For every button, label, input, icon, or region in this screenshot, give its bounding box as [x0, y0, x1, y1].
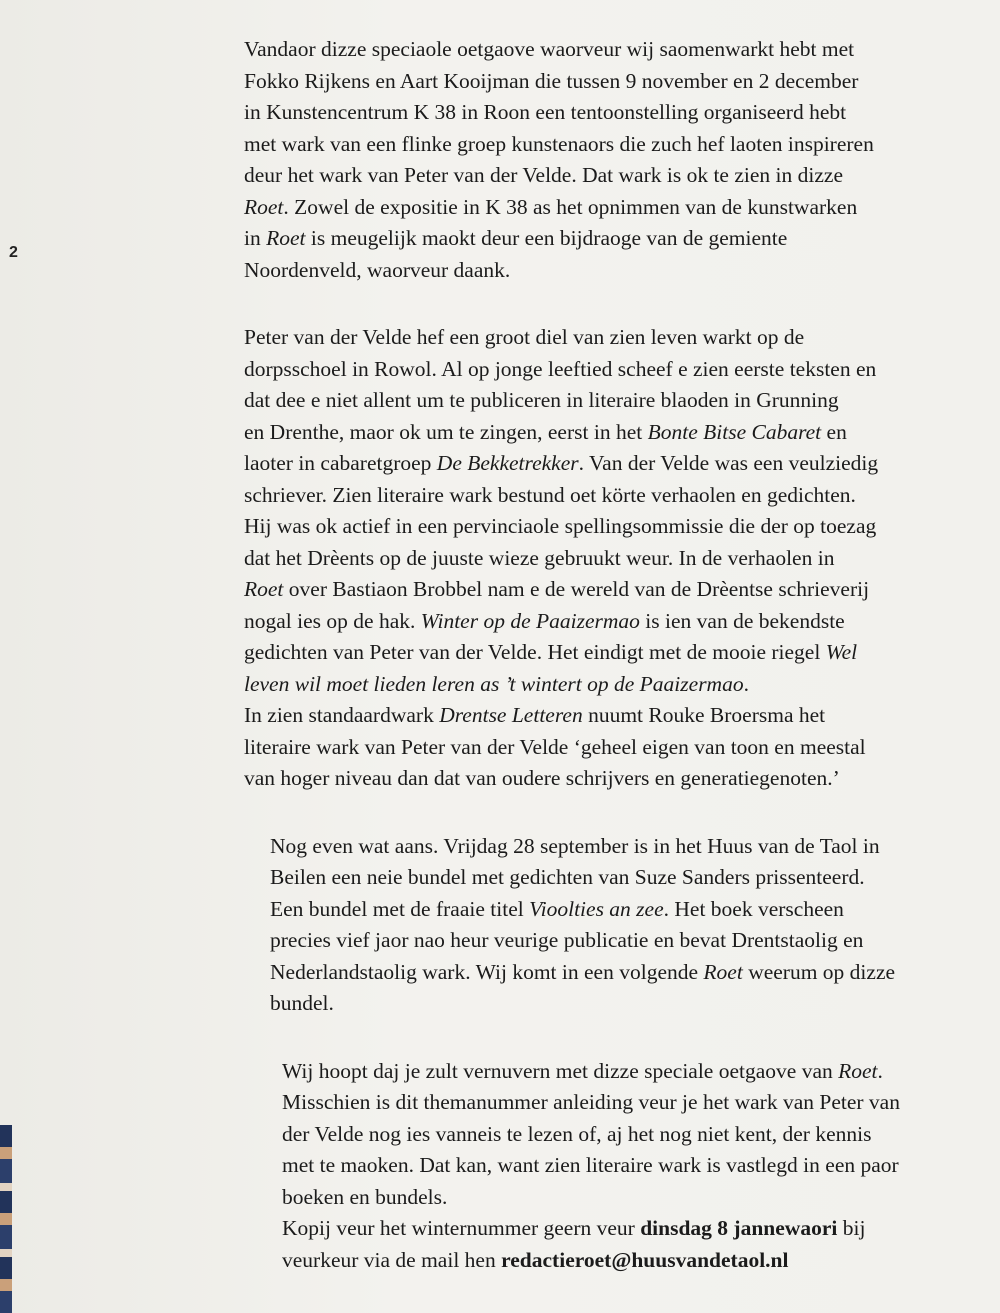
text-segment: met te maoken. Dat kan, want zien literaire wark is vastlegd in een paor	[282, 1153, 899, 1177]
italic-text: Wel	[825, 640, 858, 664]
text-line	[282, 1150, 924, 1182]
text-segment: In zien standaardwark	[244, 703, 440, 727]
book-spine-edge	[0, 1125, 12, 1313]
text-segment: laoter in cabaretgroep	[244, 451, 437, 475]
text-segment: veurkeur via de mail hen	[282, 1247, 502, 1272]
text-line	[244, 354, 924, 386]
text-segment: in Kunstencentrum K 38 in Roon een tentoonstelling organiseerd hebt	[244, 100, 847, 124]
text-segment: in	[244, 226, 267, 250]
text-line	[270, 894, 924, 926]
italic-text: Roet	[703, 959, 743, 984]
text-segment: . Van der Velde was een veulziedig	[578, 451, 879, 475]
text-line	[282, 1119, 924, 1151]
text-line	[244, 223, 924, 255]
text-segment: en Drenthe, maor ok um te zingen, eerst in het	[244, 419, 648, 444]
text-segment: Nog even wat aans. Vrijdag 28 september is in het Huus van de Taol in	[270, 833, 880, 858]
text-segment: Misschien is dit themanummer anleiding veur je het wark van Peter van	[282, 1090, 900, 1114]
text-line	[244, 700, 924, 732]
text-line	[282, 1213, 924, 1245]
text-line	[244, 385, 924, 417]
text-segment: Peter van der Velde hef een groot diel van zien leven warkt op de	[244, 325, 805, 349]
text-segment: Vandaor dizze speciaole oetgaove waorveur wij saomenwarkt hebt met	[244, 37, 855, 61]
text-line	[244, 322, 924, 354]
text-line	[244, 97, 924, 129]
text-segment: deur het wark van Peter van der Velde. Dat wark is ok te zien in dizze	[244, 163, 843, 187]
text-segment: Noordenveld, waorveur daank.	[244, 257, 511, 282]
text-segment: met wark van een flinke groep kunstenaors die zuch hef laoten inspireren	[244, 131, 874, 156]
text-line	[244, 480, 924, 512]
text-line	[270, 925, 924, 957]
text-segment: is meugelijk maokt deur een bijdraoge van de gemiente	[305, 226, 788, 250]
text-segment: .	[743, 671, 749, 696]
text-segment: schriever. Zien literaire wark bestund oet körte verhaolen en gedichten.	[244, 482, 856, 507]
bold-text: redactieroet@huusvandetaol.nl	[501, 1247, 789, 1272]
article-body	[244, 34, 924, 1312]
text-line	[270, 862, 924, 894]
text-line	[244, 448, 924, 480]
text-segment: gedichten van Peter van der Velde. Het eindigt met de mooie riegel	[244, 640, 826, 664]
text-line	[244, 669, 924, 701]
text-segment: bij	[837, 1216, 866, 1240]
italic-text: Roet	[838, 1058, 878, 1083]
text-segment: bundel.	[270, 991, 334, 1015]
italic-text: Roet	[266, 226, 306, 250]
text-line	[244, 66, 924, 98]
text-line	[244, 255, 924, 287]
text-line	[270, 831, 924, 863]
text-segment: Wij hoopt daj je zult vernuvern met dizze speciale oetgaove van	[282, 1058, 839, 1083]
text-segment: boeken en bundels.	[282, 1184, 448, 1209]
text-segment: is ien van de bekendste	[639, 608, 845, 633]
text-line	[244, 543, 924, 575]
text-line	[244, 637, 924, 669]
text-segment: Een bundel met de fraaie titel	[270, 896, 530, 921]
text-line	[244, 606, 924, 638]
paragraph-1	[244, 34, 924, 286]
bold-text: dinsdag 8 jannewaori	[640, 1216, 838, 1240]
italic-text: leven wil moet lieden leren as ’t wintert op de Paaizermao	[244, 671, 744, 696]
italic-text: Roet	[244, 194, 284, 219]
text-line	[244, 34, 924, 66]
text-segment: weerum op dizze	[742, 959, 896, 984]
text-segment: .	[877, 1058, 883, 1083]
italic-text: Bonte Bitse Cabaret	[647, 419, 822, 444]
italic-text: Vioolties an zee	[529, 896, 664, 921]
text-line	[244, 511, 924, 543]
paragraph-3	[244, 831, 924, 1020]
italic-text: Drentse Letteren	[439, 703, 583, 727]
text-segment: literaire wark van Peter van der Velde ‘geheel eigen van toon en meestal	[244, 734, 866, 759]
text-line	[244, 192, 924, 224]
italic-text: Roet	[244, 577, 284, 601]
text-segment: Kopij veur het winternummer geern veur	[282, 1216, 641, 1240]
text-line	[244, 129, 924, 161]
text-line	[282, 1245, 924, 1277]
text-line	[282, 1056, 924, 1088]
text-line	[244, 574, 924, 606]
paragraph-4	[244, 1056, 924, 1277]
text-line	[282, 1182, 924, 1214]
text-segment: nogal ies op de hak.	[244, 608, 421, 633]
text-segment: dat het Drèents op de juuste wieze gebruukt weur. In de verhaolen in	[244, 545, 835, 570]
text-segment: precies vief jaor nao heur veurige publicatie en bevat Drentstaolig en	[270, 928, 864, 952]
text-segment: en	[821, 419, 847, 444]
text-segment: . Het boek verscheen	[663, 896, 844, 921]
page-number: 2	[9, 244, 18, 261]
text-segment: . Zowel de expositie in K 38 as het opnimmen van de kunstwarken	[283, 194, 858, 219]
text-segment: dorpsschoel in Rowol. Al op jonge leeftied scheef e zien eerste teksten en	[244, 356, 877, 381]
text-segment: van hoger niveau dan dat van oudere schrijvers en generatiegenoten.’	[244, 766, 840, 790]
text-line	[270, 957, 924, 989]
text-line	[282, 1087, 924, 1119]
text-line	[244, 417, 924, 449]
text-segment: Beilen een neie bundel met gedichten van Suze Sanders prissenteerd.	[270, 865, 865, 889]
text-segment: dat dee e niet allent um te publiceren in literaire blaoden in Grunning	[244, 388, 839, 412]
text-segment: Fokko Rijkens en Aart Kooijman die tussen 9 november en 2 december	[244, 68, 859, 93]
text-line	[244, 732, 924, 764]
text-line	[244, 160, 924, 192]
text-segment: der Velde nog ies vanneis te lezen of, aj het nog niet kent, der kennis	[282, 1121, 872, 1146]
italic-text: De Bekketrekker	[436, 451, 579, 475]
text-line	[244, 763, 924, 795]
text-segment: nuumt Rouke Broersma het	[582, 703, 826, 727]
text-segment: over Bastiaon Brobbel nam e de wereld van de Drèentse schrieverij	[283, 577, 870, 601]
text-line	[270, 988, 924, 1020]
paragraph-2	[244, 322, 924, 795]
italic-text: Winter op de Paaizermao	[420, 608, 640, 633]
text-segment: Hij was ok actief in een pervinciaole spellingsommissie die der op toezag	[244, 514, 877, 538]
text-segment: Nederlandstaolig wark. Wij komt in een volgende	[270, 959, 704, 984]
